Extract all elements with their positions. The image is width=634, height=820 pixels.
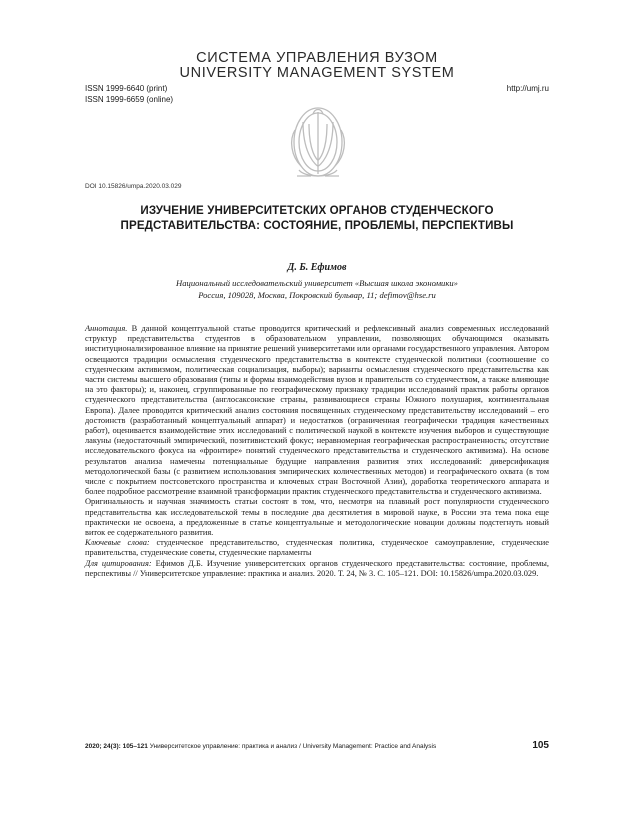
keywords-text: студенческое представительство, студенческая политика, студенческое самоуправление, студенческие правительства, студенческие советы, студенческие парламенты <box>85 538 549 558</box>
journal-title-en: UNIVERSITY MANAGEMENT SYSTEM <box>179 65 455 81</box>
citation <box>85 559 549 579</box>
keywords-label: Ключевые слова: <box>85 538 150 548</box>
abstract <box>85 324 549 497</box>
doi: DOI 10.15826/umpa.2020.03.029 <box>85 183 182 190</box>
author-affiliation <box>0 277 634 301</box>
citation-label: Для цитирования: <box>85 558 152 568</box>
abstract-block <box>85 324 549 579</box>
abstract-label: Аннотация. <box>85 324 128 333</box>
abstract-text: В данной концептуальной статье проводится критический и рефлексивный анализ современных исследований структур представительства студентов в образовательном управлении, позволяющих обучающимся оказывать институционализированное влияние на принятие решений университетами или органами государственного управления. Автором освещаются традиции осмысления студенческого представительства в контексте студенческой политики (соотношение со студенческим активизмом, политическая социализация, выборы); варианты осмысления студенческого представительства как части системы высшего образования (типы и формы взаимодействия вузов и правительств со студенчеством, а также влияющие на это факторы); и, наконец, сгруппированные по географическому признаку традиции исследований практик работы органов студенческого представительства (англосаксонские страны, развивающиеся страны Южного полушария, континентальная Европа). Далее проводится критический анализ состояния посвященных студенческому представительству исследований – его достоинств (разработанный концептуальный аппарат) и недостатков (ограниченная географически традиция качественных работ), оценивается взаимодействие этих исследований с политической наукой в контексте изучения выборов и существующие лакуны (недостаточный эмпирический, позитивистский фокус; неравномерная географическая распространенность; отсутствие исследовательского фокуса на «фронтире» понятий студенческого представительства и студенческого активизма). На основе результатов анализа намечены потенциальные будущие направления развития этих исследований: диверсификация методологической базы (с развитием использования эмпирических количественных методов) и географического охвата (в том числе с покрытием постсоветского пространства и ключевых стран Восточной Азии), доработка теоретического аппарата и более подробное рассмотрение взаимной трансформации практик студенческого представительства и студенческого активизма. <box>85 324 549 497</box>
affiliation-line: Национальный исследовательский университет «Высшая школа экономики» <box>176 278 458 288</box>
author-name: Д. Б. Ефимов <box>287 262 347 273</box>
citation-text: Ефимов Д.Б. Изучение университетских органов студенческого представительства: состояние, проблемы, перспективы // Университетское управление: практика и анализ. 2020. Т. 24, № 3. С. 105–121. DOI: 10.15826/umpa.2020.03.029. <box>85 558 550 578</box>
keywords <box>85 538 549 558</box>
article-title: ИЗУЧЕНИЕ УНИВЕРСИТЕТСКИХ ОРГАНОВ СТУДЕНЧЕСКОГО ПРЕДСТАВИТЕЛЬСТВА: СОСТОЯНИЕ, ПРОБЛЕМЫ, ПЕРСПЕКТИВЫ <box>120 204 514 232</box>
page-number: 105 <box>532 740 549 751</box>
issn-online: ISSN 1999-6659 (online) <box>85 95 174 104</box>
footer-journal: Университетское управление: практика и анализ / University Management: Practice and Analysis <box>147 743 437 750</box>
journal-url[interactable]: http://umj.ru <box>506 84 549 93</box>
footer-issue: 2020; 24(3): 105–121 <box>85 743 148 750</box>
affiliation-address: Россия, 109028, Москва, Покровский бульвар, 11; defimov@hse.ru <box>198 290 436 300</box>
issn-print: ISSN 1999-6640 (print) <box>85 84 168 93</box>
originality: Оригинальность и научная значимость статьи состоят в том, что, несмотря на плавный рост популярности студенческого представительства как исследовательской темы в последние два десятилетия в мировой науке, в России эта тема пока еще практически не освоена, а предложенные в статье концептуальные и методологические новации должны подстегнуть новый виток ее содержательного развития. <box>85 497 549 538</box>
journal-monogram-logo-icon <box>277 100 359 188</box>
footer-citation <box>85 743 436 750</box>
journal-title-ru: СИСТЕМА УПРАВЛЕНИЯ ВУЗОМ <box>196 50 438 66</box>
